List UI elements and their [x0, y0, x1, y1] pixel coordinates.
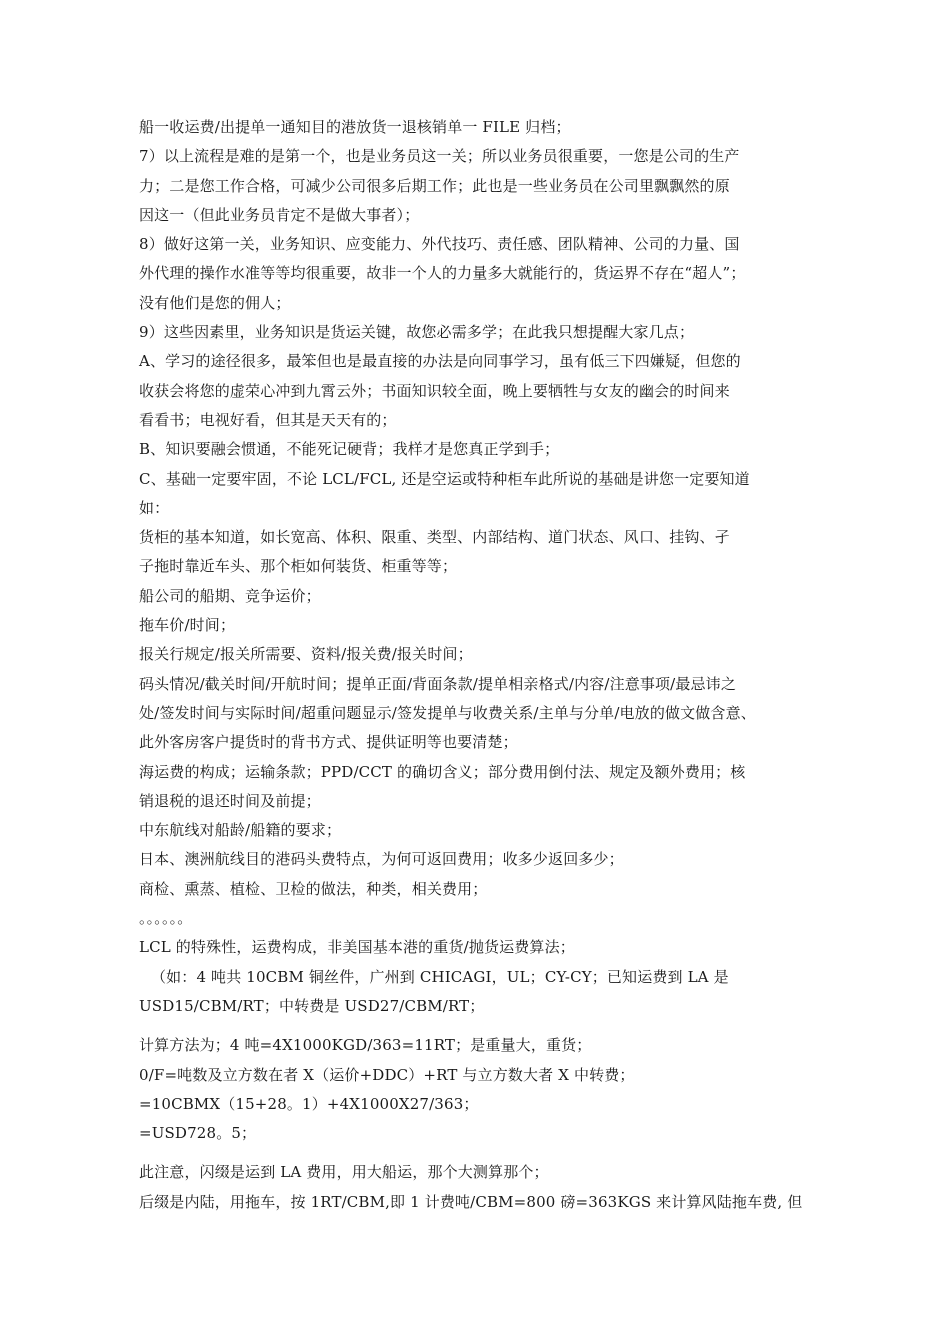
text-line: （如：4 吨共 10CBM 铜丝件，广州到 CHICAGI，UL；CY-CY；已知运费到 LA 是 — [151, 967, 729, 986]
text-line: 没有他们是您的佣人； — [139, 293, 291, 312]
text-line: C、基础一定要牢固，不论 LCL/FCL, 还是空运或特种柜车此所说的基础是讲您一定要知道 — [139, 469, 750, 488]
text-line: 销退税的退还时间及前提； — [139, 791, 321, 810]
text-line: 9）这些因素里，业务知识是货运关键，故您必需多学；在此我只想提醒大家几点； — [139, 323, 695, 342]
text-line: 。。。。。。 — [139, 909, 193, 928]
text-line: 力；二是您工作合格，可减少公司很多后期工作；此也是一些业务员在公司里飘飘然的原 — [139, 176, 730, 195]
text-line: 船一收运费/出提单一通知目的港放货一退核销单一 FILE 归档； — [139, 118, 571, 136]
text-line: 7）以上流程是难的是第一个，也是业务员这一关；所以业务员很重要，一您是公司的生产 — [139, 147, 740, 166]
text-line: 子拖时靠近车头、那个柜如何装货、柜重等等； — [139, 557, 458, 576]
text-line: 处/签发时间与实际时间/超重问题显示/签发提单与收费关系/主单与分单/电放的做文做含意、 — [139, 703, 756, 722]
text-line: 此注意，闪缀是运到 LA 费用，用大船运，那个大测算那个； — [139, 1163, 549, 1182]
text-line: LCL 的特殊性，运费构成，非美国基本港的重货/抛货运费算法； — [139, 938, 575, 957]
text-line: A、学习的途径很多，最笨但也是最直接的办法是向同事学习，虽有低三下四嫌疑，但您的 — [139, 352, 741, 371]
text-line: 后缀是内陆，用拖车，按 1RT/CBM,即 1 计费吨/CBM=800 磅=363KGS 来计算风陆拖车费, 但 — [139, 1192, 803, 1211]
text-line: B、知识要融会惯通，不能死记硬背；我样才是您真正学到手； — [139, 440, 560, 459]
text-line: =10CBMX（15+28。1）+4X1000X27/363； — [139, 1094, 479, 1113]
document-body — [139, 113, 829, 1217]
text-line: USD15/CBM/RT；中转费是 USD27/CBM/RT； — [139, 996, 485, 1015]
text-line: 报关行规定/报关所需要、资料/报关费/报关时间； — [139, 645, 473, 664]
text-line: =USD728。5； — [139, 1124, 257, 1143]
text-line: 外代理的操作水准等等均很重要，故非一个人的力量多大就能行的，货运界不存在“超人”； — [139, 264, 746, 283]
text-line: 拖车价/时间； — [139, 616, 236, 635]
text-line: 因这一（但此业务员肯定不是做大事者）； — [139, 205, 420, 224]
text-line: 如： — [139, 498, 170, 517]
text-line: 收获会将您的虚荣心冲到九霄云外；书面知识较全面，晚上要牺牲与女友的幽会的时间来 — [139, 381, 730, 400]
text-line: 日本、澳洲航线目的港码头费特点，为何可返回费用；收多少返回多少； — [139, 850, 624, 869]
text-line: 看看书；电视好看，但其是天天有的； — [139, 410, 397, 429]
text-line: 计算方法为；4 吨=4X1000KGD/363=11RT；是重量大，重货； — [139, 1036, 592, 1055]
text-line: 0/F=吨数及立方数在者 X（运价+DDC）+RT 与立方数大者 X 中转费； — [139, 1065, 635, 1084]
text-line: 商检、熏蒸、植检、卫检的做法，种类，相关费用； — [139, 879, 488, 898]
text-line: 码头情况/截关时间/开航时间；提单正面/背面条款/提单相亲格式/内容/注意事项/最忌讳之 — [139, 674, 736, 693]
text-line: 8）做好这第一关，业务知识、应变能力、外代技巧、责任感、团队精神、公司的力量、国 — [139, 235, 740, 254]
text-line: 船公司的船期、竞争运价； — [139, 586, 321, 605]
text-line: 海运费的构成；运输条款；PPD/CCT 的确切含义；部分费用倒付法、规定及额外费用；核 — [139, 762, 746, 781]
text-line: 中东航线对船龄/船籍的要求； — [139, 821, 342, 840]
text-line: 货柜的基本知道，如长宽高、体积、限重、类型、内部结构、道门状态、风口、挂钩、孑 — [139, 528, 730, 547]
text-line: 此外客房客户提货时的背书方式、提供证明等也要清楚； — [139, 733, 518, 752]
